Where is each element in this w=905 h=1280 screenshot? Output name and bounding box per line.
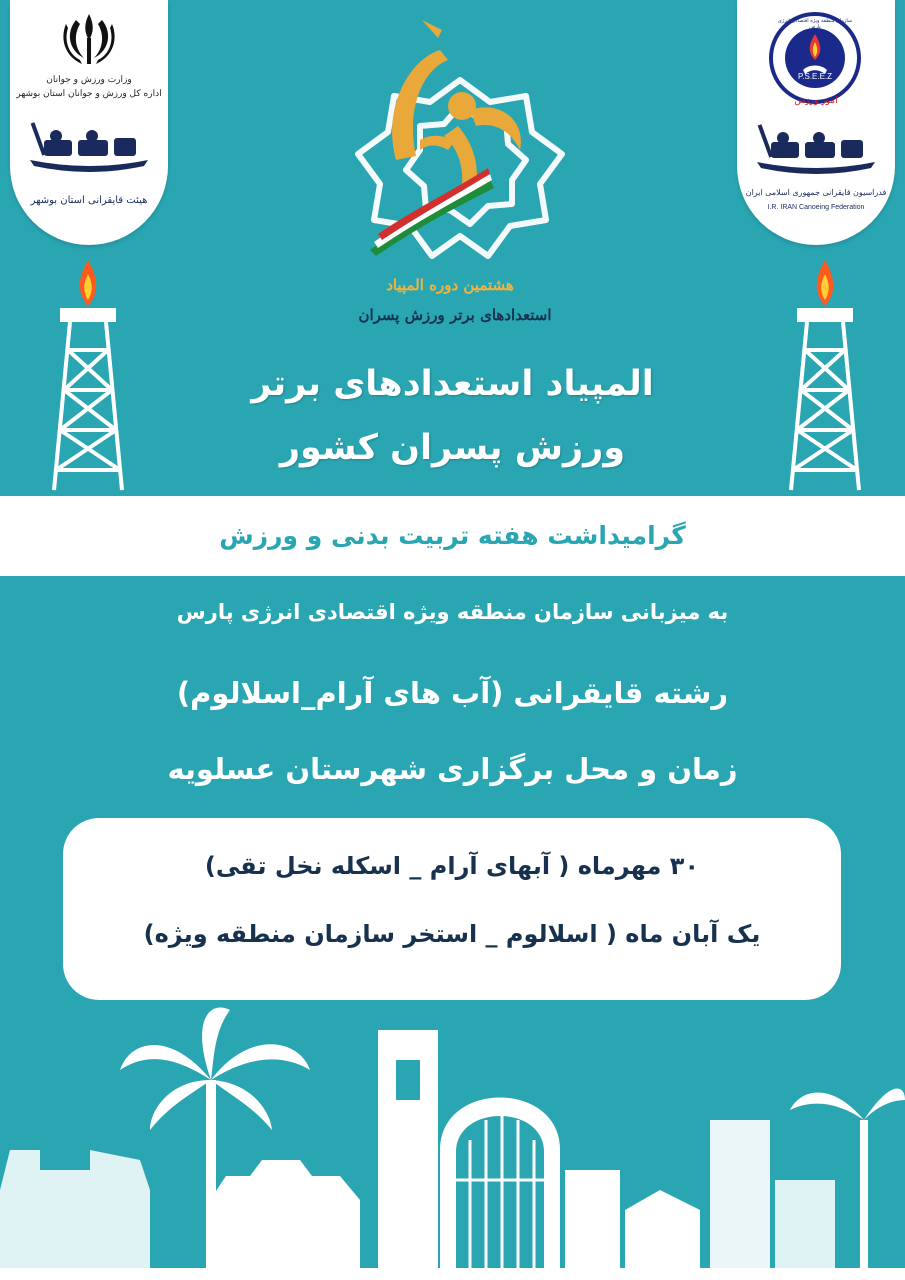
oil-rig-right-icon (777, 250, 872, 495)
olympiad-logo-line1: هشتمین دوره المپیاد (386, 276, 514, 294)
venue-line: زمان و محل برگزاری شهرستان عسلویه (167, 752, 738, 786)
right-logo-tab (737, 0, 895, 245)
federation-name-en: I.R. IRAN Canoeing Federation (767, 204, 865, 211)
ministry-line1: وزارت ورزش و جوانان (46, 75, 132, 85)
commemoration-text: گرامیداشت هفته تربیت بدنی و ورزش (219, 521, 686, 550)
board-name: هیئت قایقرانی استان بوشهر (30, 195, 148, 206)
olympiad-logo-icon (330, 10, 590, 280)
headline-line2: ورزش پسران کشور (279, 428, 626, 468)
federation-name-fa: فدراسیون قایقرانی جمهوری اسلامی ایران (745, 188, 887, 197)
iran-emblem-icon (54, 10, 124, 70)
pseez-abbr: P.S.E.E.Z (797, 72, 833, 81)
city-skyline-icon (0, 1000, 905, 1280)
schedule-box (63, 818, 841, 1000)
headline-line1: المپیاد استعدادهای برتر (251, 364, 654, 404)
ministry-line2: اداره کل ورزش و جوانان استان بوشهر (16, 89, 162, 99)
pseez-ring-text: سازمان منطقه ویژه اقتصادی انرژی پارس (777, 18, 853, 30)
left-logo-tab (10, 0, 168, 245)
schedule-line2: یک آبان ماه ( اسلالوم _ استخر سازمان منطقه ویژه) (143, 920, 761, 948)
canoe-federation-icon (757, 120, 875, 180)
host-line: به میزبانی سازمان منطقه ویژه اقتصادی انرژی پارس (176, 600, 729, 624)
commemoration-band (0, 496, 905, 576)
discipline-line: رشته قایقرانی (آب های آرام_اسلالوم) (176, 676, 729, 710)
olympiad-logo-line2: استعدادهای برتر ورزش پسران (358, 306, 552, 324)
canoe-logo-icon (30, 118, 148, 178)
oil-rig-left-icon (40, 250, 135, 495)
sports-affairs-label: امور ورزش (794, 96, 838, 106)
schedule-line1: ۳۰ مهرماه ( آبهای آرام _ اسکله نخل تقی) (204, 852, 700, 880)
